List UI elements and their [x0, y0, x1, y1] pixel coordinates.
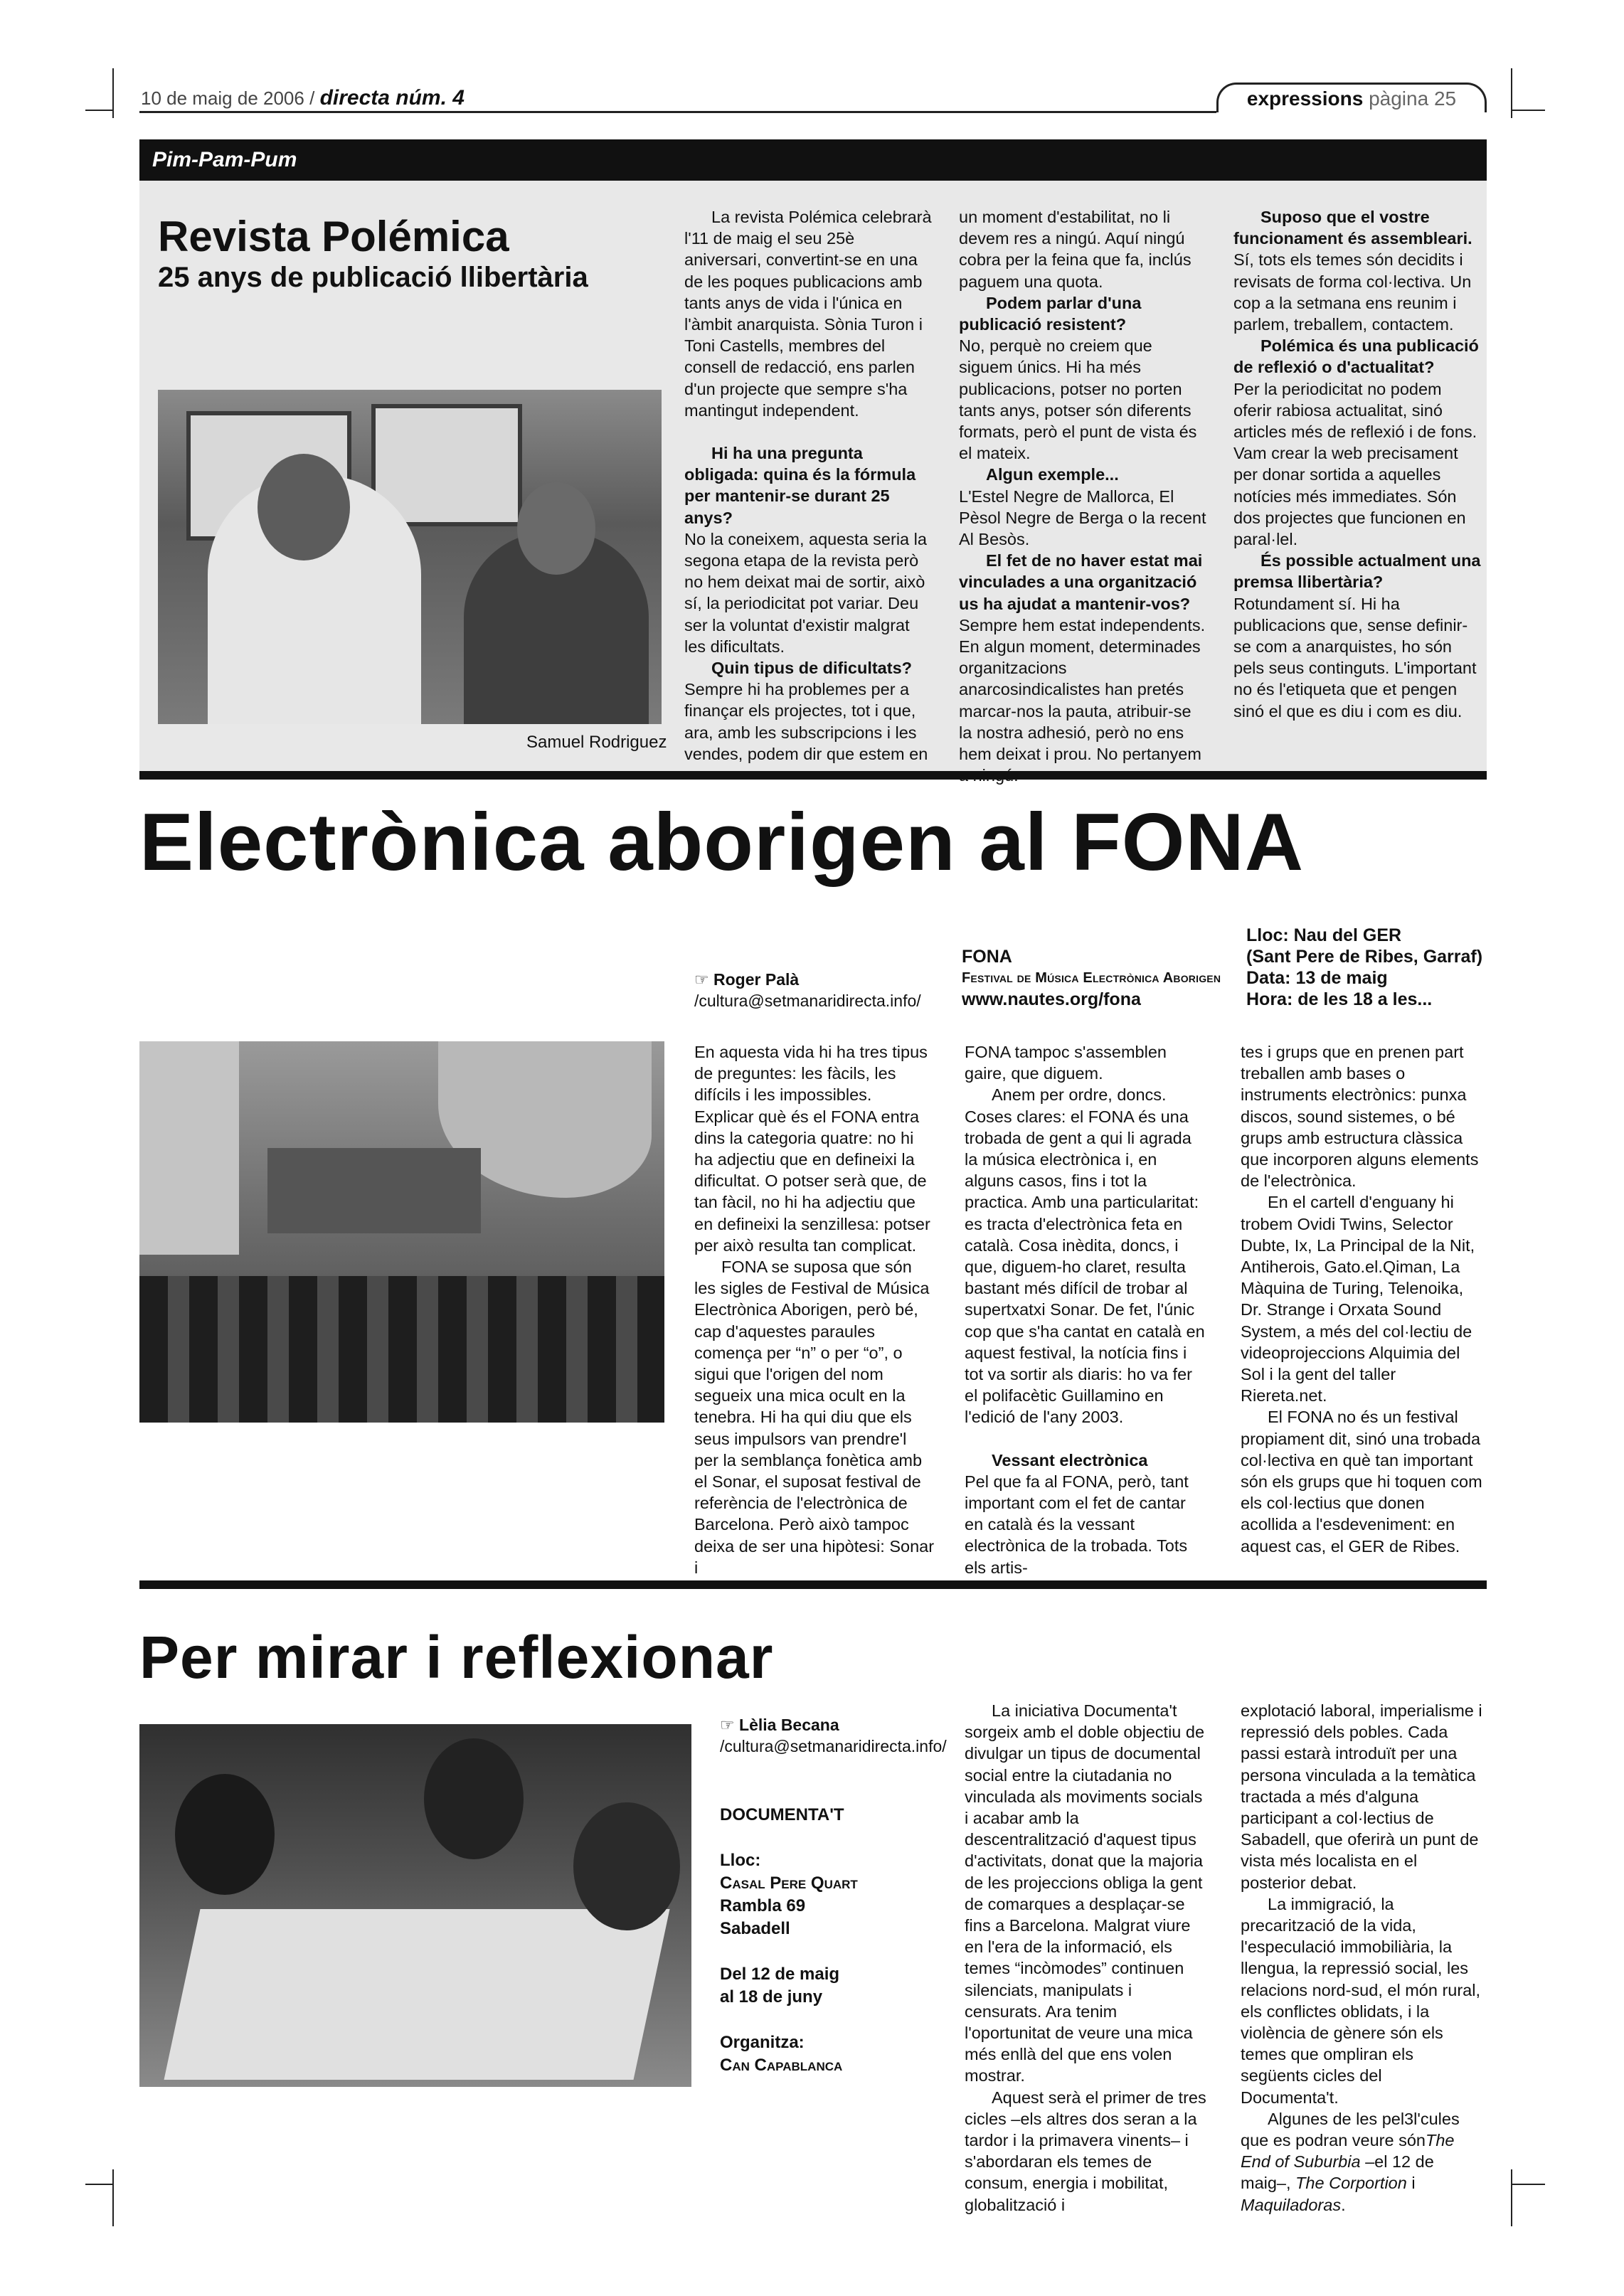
header-rule	[139, 111, 1216, 113]
crop-mark	[85, 2184, 112, 2185]
documenta-headline: Per mirar i reflexionar	[139, 1624, 774, 1691]
fona-headline: Electrònica aborigen al FONA	[139, 797, 1305, 888]
interview-answer: Sempre hi ha problemes per a finançar els projectes, tot i que, ara, amb les subscripcions i les vendes, podem dir que estem en	[684, 680, 928, 763]
folio-left	[141, 86, 465, 110]
event-venue: Casal Pere Quart	[720, 1874, 858, 1893]
event-place: Lloc: Nau del GER	[1246, 925, 1402, 945]
crop-mark	[112, 68, 114, 118]
section-rule	[139, 771, 1487, 780]
interview-intro: La revista Polémica celebrarà l'11 de maig el seu 25è aniversari, convertint-se en una de les poques publicacions amb tants anys de vida i l'única en l'àmbit anarquista. Sònia Turon i Toni Castells, membres del consell de redacció, ens parlen d'un projecte que sempre s'ha mantingut independent.	[684, 208, 932, 420]
documenta-column-2	[1241, 1700, 1482, 2216]
film-title: Maquiladoras	[1241, 2195, 1342, 2214]
event-dates-start: Del 12 de maig	[720, 1965, 840, 1984]
interview-question: Podem parlar d'una publicació resistent?	[959, 293, 1142, 334]
documenta-byline	[720, 1714, 955, 1757]
event-date: Data: 13 de maig	[1246, 968, 1388, 988]
event-address: Rambla 69	[720, 1896, 806, 1915]
fona-byline	[694, 969, 936, 1011]
fona-column-1	[694, 1041, 935, 1578]
documenta-event-details	[720, 1804, 948, 2077]
crop-mark	[1511, 2184, 1545, 2185]
author-name: Roger Palà	[713, 970, 800, 989]
hand-pointer-icon: ☞	[720, 1716, 735, 1734]
documenta-column-1	[965, 1700, 1206, 2216]
film-title: The Corportion	[1295, 2174, 1407, 2193]
text-span: i	[1406, 2174, 1416, 2193]
interview-question: Suposo que el vostre funcionament és assembleari.	[1233, 208, 1472, 248]
interview-question: Polémica és una publicació de reflexió o d'actualitat?	[1233, 336, 1479, 377]
photo-credit: Samuel Rodriguez	[526, 733, 667, 752]
event-place-label: Lloc:	[720, 1851, 761, 1870]
fona-photo	[139, 1041, 664, 1423]
interview-answer: Sempre hem estat independents. En algun moment, determinades organitzacions anarcosindicalistes han pretés marcar-nos la pauta, atribuir-se la nostra adhesió, però no ens hem deixat i prou. No pertanyem	[959, 615, 1206, 764]
author-email: /cultura@setmanaridirecta.info/	[720, 1737, 947, 1755]
section-rule	[139, 1580, 1487, 1589]
text-span: –el 12 de maig–,	[1241, 2152, 1434, 2193]
fona-paragraph: En aquesta vida hi ha tres tipus de preguntes: les fàcils, les difícils i les impossibles. Explicar què és el FONA entra dins la categoria quatre: no hi ha adjectiu que en defineixi la dificultat. O potser serà que, de tan fàcil, no hi ha adjectiu que en defineixi la senzillesa: potser per això resulta tan complicat.	[694, 1043, 930, 1255]
festival-website: www.nautes.org/fona	[962, 989, 1141, 1009]
crop-mark	[85, 110, 112, 111]
interview-question: Quin tipus de dificultats?	[711, 659, 912, 678]
text-span: Algunes de les pel3l'cules que es podran veure són	[1241, 2109, 1460, 2150]
section-bar-label: Pim-Pam-Pum	[152, 148, 297, 171]
fona-paragraph: Pel que fa al FONA, però, tant important com el fet de cantar en català és la vessant electrònica de la trobada. Tots els artis-	[965, 1472, 1189, 1577]
page-number: pàgina 25	[1369, 87, 1457, 110]
crop-mark	[1511, 110, 1545, 111]
interview-answer: L'Estel Negre de Mallorca, El Pèsol Negre de Berga o la recent Al Besòs.	[959, 487, 1206, 549]
fona-festival-info	[962, 946, 1232, 1010]
fona-column-2	[965, 1041, 1206, 1578]
event-organizer: Can Capablanca	[720, 2056, 843, 2075]
interview-answer: un moment d'estabilitat, no li devem res a ningú. Aquí ningú cobra per la feina que fa, inclús paguem una quota.	[959, 208, 1192, 291]
fona-paragraph: Anem per ordre, doncs. Coses clares: el FONA és una trobada de gent a qui li agrada la música electrònica i, en alguns casos, fins i tot la practica. Amb una particularitat: es tracta d'electrònica feta en català. Cosa inèdita, doncs, i que, diguem-ho claret, resulta bastant més difícil de trobar al supertxatxi Sonar. De fet, l'únic cop que s'ha cantat en català en aquest festival, la notícia fins i tot va sortir als diaris: ho va fer el polifacètic Guillamino en l'edició de l'any 2003.	[965, 1085, 1205, 1427]
interview-question: És possible actualment una premsa llibertària?	[1233, 551, 1481, 592]
documenta-photo	[139, 1724, 691, 2087]
festival-name: FONA	[962, 947, 1012, 967]
documenta-paragraph	[1241, 2108, 1482, 2216]
author-name: Lèlia Becana	[739, 1716, 839, 1734]
interview-column-2	[959, 206, 1206, 786]
event-organizer-label: Organitza:	[720, 2033, 805, 2052]
event-place-detail: (Sant Pere de Ribes, Garraf)	[1246, 947, 1483, 967]
festival-full-name: Festival de Música Electrònica Aborigen	[962, 970, 1221, 986]
fona-event-details	[1246, 925, 1488, 1010]
event-time: Hora: de les 18 a les...	[1246, 989, 1433, 1009]
folio-separator: /	[309, 87, 315, 109]
interview-question: El fet de no haver estat mai vinculades a una organització us ha ajudat a mantenir-vos?	[959, 551, 1203, 613]
issue-number: directa núm. 4	[319, 86, 465, 110]
text-span: .	[1341, 2195, 1346, 2214]
interview-answer: Rotundament sí. Hi ha publicacions que, sense definir-se com a anarquistes, ho són pels seus continguts. L'important no és l'etiqueta que et pengen sinó el que es diu i com es diu.	[1233, 594, 1477, 721]
documenta-paragraph: La iniciativa Documenta't sorgeix amb el doble objectiu de divulgar un tipus de documental social entre la ciutadania no vinculada als moviments socials i acabar amb la descentralització d'aquest tipus d'activitats, donat que la majoria de les projeccions obliga la gent de comarques a desplaçar-se fins a Barcelona. Malgrat viure en l'era de la informació, els temes “incòmodes” continuen silenciats, manipulats i censurats. Ara tenim l'oportunitat de veure una mica més enllà del que ens volen mostrar.	[965, 1701, 1205, 2085]
interview-column-3	[1233, 206, 1481, 722]
fona-paragraph: El FONA no és un festival propiament dit, sinó una trobada col·lectiva en què tan important són els grups que hi toquen com els col·lectius que donen acollida a l'esdeveniment: en aquest cas, el GER de Ribes.	[1241, 1408, 1482, 1556]
fona-paragraph: FONA tampoc s'assemblen gaire, que diguem.	[965, 1043, 1167, 1083]
interview-answer: No la coneixem, aquesta seria la segona etapa de la revista però no hem deixat mai de sortir, això sí, la periodicitat pot variar. Deu ser la voluntat d'existir malgrat les dificultats.	[684, 529, 927, 656]
event-city: Sabadell	[720, 1919, 790, 1938]
interview-title: Revista Polémica	[158, 213, 509, 260]
interview-column-1	[684, 206, 932, 765]
interview-answer: No, perquè no creiem que siguem únics. Hi ha més publicacions, potser no porten tants anys, potser són diferents formats, però el punt de vista és el mateix.	[959, 336, 1197, 463]
documenta-paragraph: Aquest serà el primer de tres cicles –els altres dos seran a la tardor i la primavera vinents– i s'abordaran els temes de consum, energia i mobilitat, globalització i	[965, 2088, 1206, 2214]
film-title: The End of Suburbia	[1241, 2131, 1455, 2172]
folio-right	[1216, 83, 1487, 112]
interview-answer: Per la periodicitat no podem oferir rabiosa actualitat, sinó articles més de reflexió i de fons. Vam crear la web precisament per donar sortida a aquelles notícies més immediates. Són dos projectes que funcionen en paral·lel.	[1233, 379, 1477, 549]
event-dates-end: al 18 de juny	[720, 1987, 823, 2007]
interview-photo	[158, 390, 662, 724]
interview-subtitle: 25 anys de publicació llibertària	[158, 262, 588, 293]
interview-answer: Sí, tots els temes són decidits i revisats de forma col·lectiva. Un cop a la setmana ens reunim i parlem, treballem, contactem.	[1233, 250, 1472, 334]
crop-mark	[112, 2169, 114, 2226]
fona-column-3	[1241, 1041, 1482, 1557]
fona-paragraph: FONA se suposa que són les sigles de Festival de Música Electrònica Aborigen, però bé, cap d'aquestes paraules comença per “n” o per “o”, o sigui que l'origen del nom segueix una mica ocult en la tenebra. Hi ha qui diu que els seus impulsors van prendre'l per la semblança fonètica amb el Sonar, el suposat festival de referència de l'electrònica de Barcelona. Però això tampoc deixa de ser una hipòtesi: Sonar i	[694, 1258, 935, 1577]
event-name: DOCUMENTA'T	[720, 1805, 844, 1824]
documenta-paragraph: La immigració, la precarització de la vida, l'especulació immobiliària, la llengua, la repressió social, les relacions nord-sud, el món rural, els conflictes oblidats, i la violència de gènere són els temes que ompliran els següents cicles del Documenta't.	[1241, 1894, 1480, 2107]
fona-paragraph: tes i grups que en prenen part treballen amb bases o instruments electrònics: punxa discos, sound sistemes, o bé grups amb estructura clàssica que incorporen alguns elements de l'electrònica.	[1241, 1043, 1479, 1191]
author-email: /cultura@setmanaridirecta.info/	[694, 992, 921, 1010]
section-name: expressions	[1246, 87, 1364, 110]
hand-pointer-icon: ☞	[694, 970, 709, 989]
fona-paragraph: En el cartell d'enguany hi trobem Ovidi Twins, Selector Dubte, Ix, La Principal de la Nit, Antiherois, Gato.el.Qiman, La Màquina de Turing, Telenoika, Dr. Strange i Orxata Sound System, a més del col·lectiu de videoprojeccions Alquimia del Sol i la gent del taller Riereta.net.	[1241, 1193, 1475, 1405]
issue-date: 10 de maig de 2006	[141, 87, 304, 109]
interview-question: Algun exemple...	[986, 465, 1119, 484]
section-bar	[139, 139, 1487, 181]
crop-mark	[1511, 2169, 1512, 2226]
fona-subheading: Vessant electrònica	[992, 1450, 1148, 1469]
interview-question: Hi ha una pregunta obligada: quina és la fórmula per mantenir-se durant 25 anys?	[684, 444, 916, 527]
documenta-paragraph: explotació laboral, imperialisme i repressió dels pobles. Cada passi estarà introduït per una persona vinculada a la temàtica tractada a més d'alguna participant a col·lectius de Sabadell, que oferirà un punt de vista més localista en el posterior debat.	[1241, 1701, 1482, 1892]
